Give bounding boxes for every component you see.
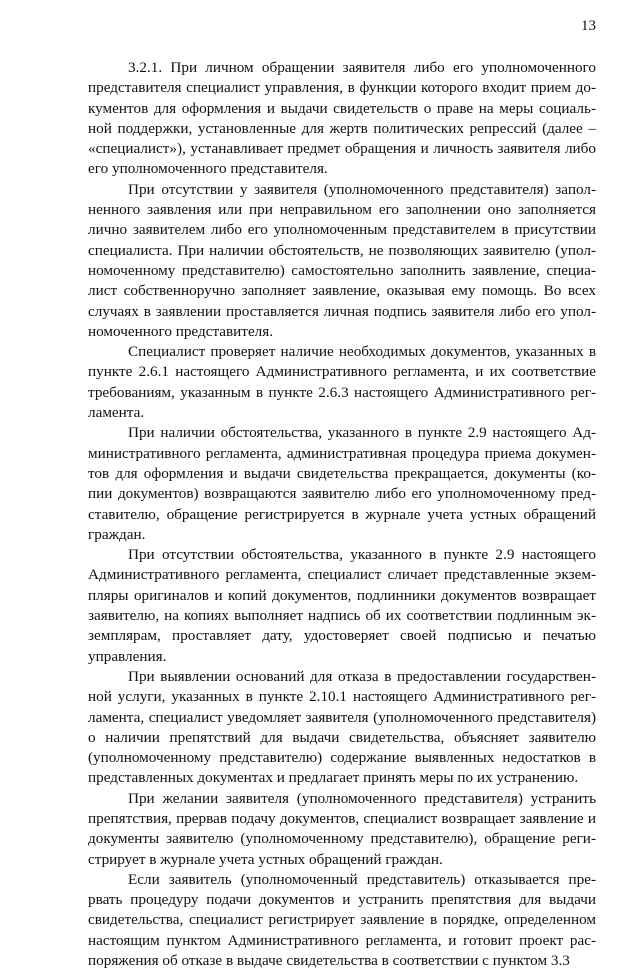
paragraph-procedure-termination: При наличии обстоятельства, указанного в пункте 2.9 настоящего Административного регламента, административная процедура приема документов для оформления и выдачи свидетельства прекращается, документы (копии документов) возвращаются заявителю либо его уполномоченному представителю, обращение регистрируется в журнале учета устных обращений граждан. — [88, 424, 596, 543]
paragraph-document-check: Специалист проверяет наличие необходимых документов, указанных в пункте 2.6.1 настоящего Административного регламента, и их соответствие требованиям, указанным в пункте 2.6.3 настоящего Административного регламента. — [88, 343, 596, 422]
paragraph-refusal-grounds: При выявлении оснований для отказа в предоставлении государственной услуги, указанных в пункте 2.10.1 настоящего Административного регламента, специалист уведомляет заявителя (уполномоченного представителя) о наличии препятствий для выдачи свидетельства, объясняет заявителю (уполномоченному представителю) содержание выявленных недостатков в представленных документах и предлагает принять меры по их устранению. — [88, 667, 596, 787]
paragraph-3-2-1: 3.2.1. При личном обращении заявителя либо его уполномоченного представителя специалист управления, в функции которого входит прием документов для оформления и выдачи свидетельств о праве на меры социальной поддержки, установленные для жертв политических репрессий (далее – «специалист»), устанавливает предмет обращения и личность заявителя либо его уполномоченного представителя. — [88, 59, 596, 178]
page-number: 13 — [581, 18, 596, 34]
paragraph-refusal-order: Если заявитель (уполномоченный представитель) отказывается прервать процедуру подачи документов и устранить препятствия для выдачи свидетельства, специалист регистрирует заявление в порядке, определенном настоящим пунктом Административного регламента, и готовит проект распоряжения об отказе в выдаче свидетельства в соответствии с пунктом 3.3 — [88, 870, 596, 970]
paragraph-application-filling: При отсутствии у заявителя (уполномоченного представителя) заполненного заявления или при неправильном его заполнении оно заполняется лично заявителем либо его уполномоченным представителем в присутствии специалиста. При наличии обстоятельств, не позволяющих заявителю (уполномоченному представителю) самостоятельно заполнить заявление, специалист собственноручно заполняет заявление, оказывая ему помощь. Во всех случаях в заявлении проставляется личная подпись заявителя либо его уполномоченного представителя. — [88, 180, 596, 340]
document-body — [88, 58, 596, 971]
paragraph-copies-verification: При отсутствии обстоятельства, указанного в пункте 2.9 настоящего Административного регламента, специалист сличает представленные экземпляры оригиналов и копий документов, подлинники документов возвращает заявителю, на копиях выполняет надпись об их соответствии подлинным экземплярам, проставляет дату, удостоверяет своей подписью и печатью управления. — [88, 546, 596, 665]
paragraph-return-documents: При желании заявителя (уполномоченного представителя) устранить препятствия, прервав подачу документов, специалист возвращает заявление и документы заявителю (уполномоченному представителю), обращение регистрирует в журнале учета устных обращений граждан. — [88, 789, 596, 868]
